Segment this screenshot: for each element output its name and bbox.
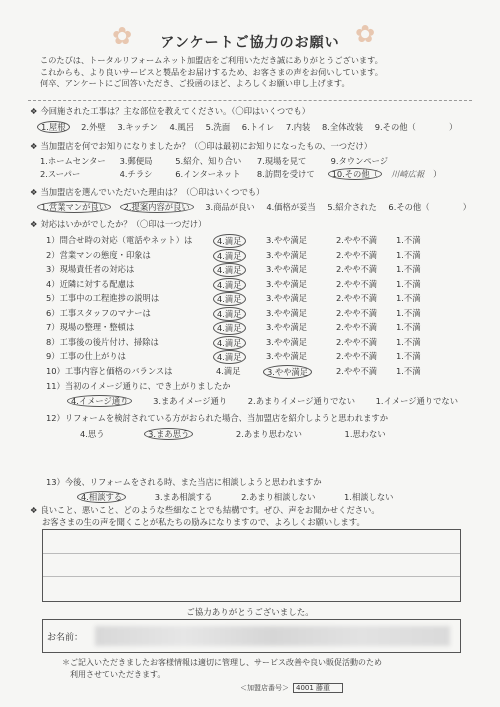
intro-text: このたびは、トータルリフォームネット加盟店をご利用いただき誠にありがとうございます。 これからも、より良いサービスと製品をお届けするため、お客さまの声をお伺いしています。 何卒、アンケートにご回答いただき、ご投函のほど、よろしくお願い申し上げます。 <box>40 55 383 88</box>
q3-options <box>40 201 480 213</box>
q4-rating-option[interactable]: 3.やや満足 <box>266 351 308 361</box>
q4-item-label: 6）工事スタッフのマナーは <box>46 307 151 318</box>
q4-rating-option[interactable]: 3.やや満足 <box>266 278 308 289</box>
q2-option[interactable]: 2.スーパー <box>40 169 81 179</box>
q4-rating-option[interactable]: 1.不満 <box>396 351 421 361</box>
q4-rating-option[interactable]: 4.満足 <box>213 249 246 263</box>
q4-rating-option[interactable]: 2.やや不満 <box>336 293 378 303</box>
q4-rating-option[interactable]: 2.やや不満 <box>336 278 378 289</box>
q11-option[interactable]: 1.イメージ通りでない <box>375 396 458 406</box>
q4-rating-option[interactable]: 3.やや満足 <box>266 322 308 332</box>
q4-rating-option[interactable]: 4.満足 <box>213 278 246 292</box>
q1-options <box>40 121 466 133</box>
q4-rating-option[interactable]: 2.やや不満 <box>336 249 378 260</box>
q4-rating-option[interactable]: 3.やや満足 <box>266 249 308 260</box>
thanks-text: ご協力ありがとうございました。 <box>186 608 314 618</box>
q2-option[interactable]: 5.紹介、知り合い <box>175 156 242 166</box>
q4-rating-option[interactable]: 1.不満 <box>396 322 421 332</box>
q2-option[interactable]: 4.チラシ <box>119 169 153 179</box>
q4-rating-option[interactable]: 1.不満 <box>396 307 421 318</box>
q4-rating-option[interactable]: 1.不満 <box>396 336 421 347</box>
comments-textarea[interactable] <box>42 529 461 602</box>
q4-rating-option[interactable]: 3.やや満足 <box>266 307 308 318</box>
q2-option[interactable]: 8.訪問を受けて <box>256 169 315 179</box>
q4-rating-option[interactable]: 2.やや不満 <box>336 264 378 274</box>
q12-question: 12）リフォームを検討されている方がおられた場合、当加盟店を紹介しようと思われますか <box>46 413 389 423</box>
q4-rating-option[interactable]: 2.やや不満 <box>336 351 378 361</box>
q4-rating-option[interactable]: 2.やや不満 <box>336 336 378 347</box>
q4-rating-option[interactable]: 2.やや不満 <box>336 307 378 318</box>
q11-option[interactable]: 3.まあイメージ通り <box>153 396 228 406</box>
q4-item-label: 9）工事の仕上がりは <box>46 351 126 361</box>
q13-option[interactable]: 4.相談する <box>77 491 126 503</box>
q4-rating-option[interactable]: 2.やや不満 <box>336 235 378 245</box>
q3-option[interactable]: 6.その他（ ） <box>388 202 472 212</box>
q1-option[interactable]: 4.風呂 <box>169 122 194 132</box>
q4-rating-option[interactable]: 3.やや満足 <box>263 365 312 379</box>
q13-option[interactable]: 1.相談しない <box>344 492 394 502</box>
q4-rating-option[interactable]: 1.不満 <box>396 249 421 260</box>
q2-option[interactable]: 1.ホームセンター <box>40 156 106 166</box>
store-number: ＜加盟店番号＞ 4001 藤重 <box>240 683 343 693</box>
q1-question: ❖ 今回施された工事は？主な部位を教えてください。（〇印はいくつでも） <box>30 106 311 116</box>
q2-question: ❖ 当加盟店を何でお知りになりましたか？（〇印は最初にお知りになったもの、一つだけ） <box>30 141 372 151</box>
q4-rating-option[interactable]: 1.不満 <box>396 293 421 303</box>
q4-rating-option[interactable]: 3.やや満足 <box>266 235 308 245</box>
page-title: アンケートご協力のお願い <box>160 35 340 51</box>
q12-option[interactable]: 3.まあ思う <box>144 428 193 440</box>
q4-rating-option[interactable]: 4.満足 <box>213 234 246 248</box>
q3-option[interactable]: 4.価格が妥当 <box>266 202 316 212</box>
q12-option[interactable]: 4.思う <box>80 429 105 439</box>
q11-options <box>70 395 467 407</box>
q2-option[interactable]: 3.郵便局 <box>119 156 153 166</box>
q4-item-label: 8）工事後の後片付け、掃除は <box>46 336 159 347</box>
q4-item-label: 5）工事中の工程進捗の説明は <box>46 293 160 303</box>
q13-option[interactable]: 2.あまり相談しない <box>241 492 316 502</box>
q11-question: 11）当初のイメージ通りに、でき上がりましたか <box>46 381 231 391</box>
redacted-name <box>95 626 450 646</box>
privacy-note: ＊ご記入いただきましたお客様情報は適切に管理し、サービス改善や良い販促活動のため 利用させていただきます。 <box>62 658 382 679</box>
q1-option[interactable]: 2.外壁 <box>81 122 106 132</box>
q2-option[interactable]: 10.その他（ <box>328 168 382 180</box>
name-label: お名前： <box>47 633 84 643</box>
q4-rating-option[interactable]: 4.満足 <box>213 292 246 306</box>
q4-rating-option[interactable]: 1.不満 <box>396 278 421 289</box>
q1-option[interactable]: 7.内装 <box>285 122 311 132</box>
q3-option[interactable]: 2.提案内容が良い <box>120 201 194 213</box>
q4-rating-option[interactable]: 2.やや不満 <box>336 322 378 332</box>
comments-prompt-2: お客さまの生の声を聞くことが私たちの励みになりますので、よろしくお願いします。 <box>42 517 365 527</box>
q12-option[interactable]: 1.思わない <box>344 429 386 439</box>
q4-question: ❖ 対応はいかがでしたか？（〇印は一つだけ） <box>30 219 207 229</box>
q4-rating-option[interactable]: 1.不満 <box>396 235 421 245</box>
q4-rating-option[interactable]: 3.やや満足 <box>266 336 308 347</box>
q3-question: ❖ 当加盟店を選んでいただいた理由は？（〇印はいくつでも） <box>30 187 265 197</box>
q2-option[interactable]: 6.インターネット <box>175 169 241 179</box>
q3-option[interactable]: 1.営業マンが良い <box>37 201 111 213</box>
q4-item-label: 10）工事内容と価格のバランスは <box>46 365 173 376</box>
flower-icon: ✿ <box>112 22 133 50</box>
q2-option[interactable]: 9.タウンページ <box>330 156 389 166</box>
q4-item-label: 3）現場責任者の対応は <box>46 264 135 274</box>
name-field[interactable] <box>42 619 461 653</box>
q4-item-label: 4）近隣に対する配慮は <box>46 278 135 289</box>
flower-icon: ✿ <box>355 20 376 48</box>
comments-prompt: ❖ 良いこと、悪いこと、どのような些細なことでも結構です。ぜひ、声をお聞かせください。 <box>30 505 380 515</box>
q1-option[interactable]: 1.屋根 <box>37 121 70 133</box>
q13-options <box>80 491 402 503</box>
q13-question: 13）今後、リフォームをされる時、また当店に相談しようと思われますか <box>46 477 322 487</box>
q2-options-row1 <box>40 155 397 167</box>
q2-option[interactable]: 7.現場を見て <box>256 156 307 166</box>
q1-option[interactable]: 8.全体改装 <box>322 122 364 132</box>
q12-options <box>80 428 395 440</box>
q4-rating-option[interactable]: 4.満足 <box>213 336 246 350</box>
q4-rating-option[interactable]: 4.満足 <box>216 365 241 376</box>
q13-option[interactable]: 3.まあ相談する <box>154 492 213 502</box>
q2-options-row2: 2.スーパー 4.チラシ 6.インターネット 8.訪問を受けて 10.その他（ 川崎広報 ） <box>40 169 442 179</box>
q4-rating-option[interactable]: 3.やや満足 <box>266 264 308 274</box>
q12-option[interactable]: 2.あまり思わない <box>235 429 302 439</box>
q4-rating-option[interactable]: 4.満足 <box>213 350 246 364</box>
q4-item-label: 7）現場の整理・整頓は <box>46 322 135 332</box>
q3-option[interactable]: 3.商品が良い <box>205 202 255 212</box>
q1-option[interactable]: 3.キッチン <box>117 122 158 132</box>
q11-option[interactable]: 4.イメージ通り <box>67 395 132 407</box>
q4-rating-option[interactable]: 1.不満 <box>396 365 421 376</box>
q1-option[interactable]: 9.その他（ ） <box>374 122 458 132</box>
q3-option[interactable]: 5.紹介された <box>327 202 377 212</box>
q4-rating-option[interactable]: 2.やや不満 <box>336 365 378 376</box>
q4-rating-option[interactable]: 4.満足 <box>213 321 246 335</box>
q4-rating-option[interactable]: 1.不満 <box>396 264 421 274</box>
q1-option[interactable]: 6.トイレ <box>241 122 275 132</box>
q4-rating-option[interactable]: 4.満足 <box>213 307 246 321</box>
handwritten-answer: 川崎広報 <box>390 169 425 179</box>
q4-rating-option[interactable]: 3.やや満足 <box>266 293 308 303</box>
q4-item-label: 1）問合せ時の対応（電話やネット）は <box>46 235 193 245</box>
q11-option[interactable]: 2.あまりイメージ通りでない <box>247 396 356 406</box>
q4-rating-option[interactable]: 4.満足 <box>213 263 246 277</box>
q4-item-label: 2）営業マンの態度・印象は <box>46 249 151 260</box>
q1-option[interactable]: 5.洗面 <box>205 122 231 132</box>
divider <box>28 100 472 101</box>
